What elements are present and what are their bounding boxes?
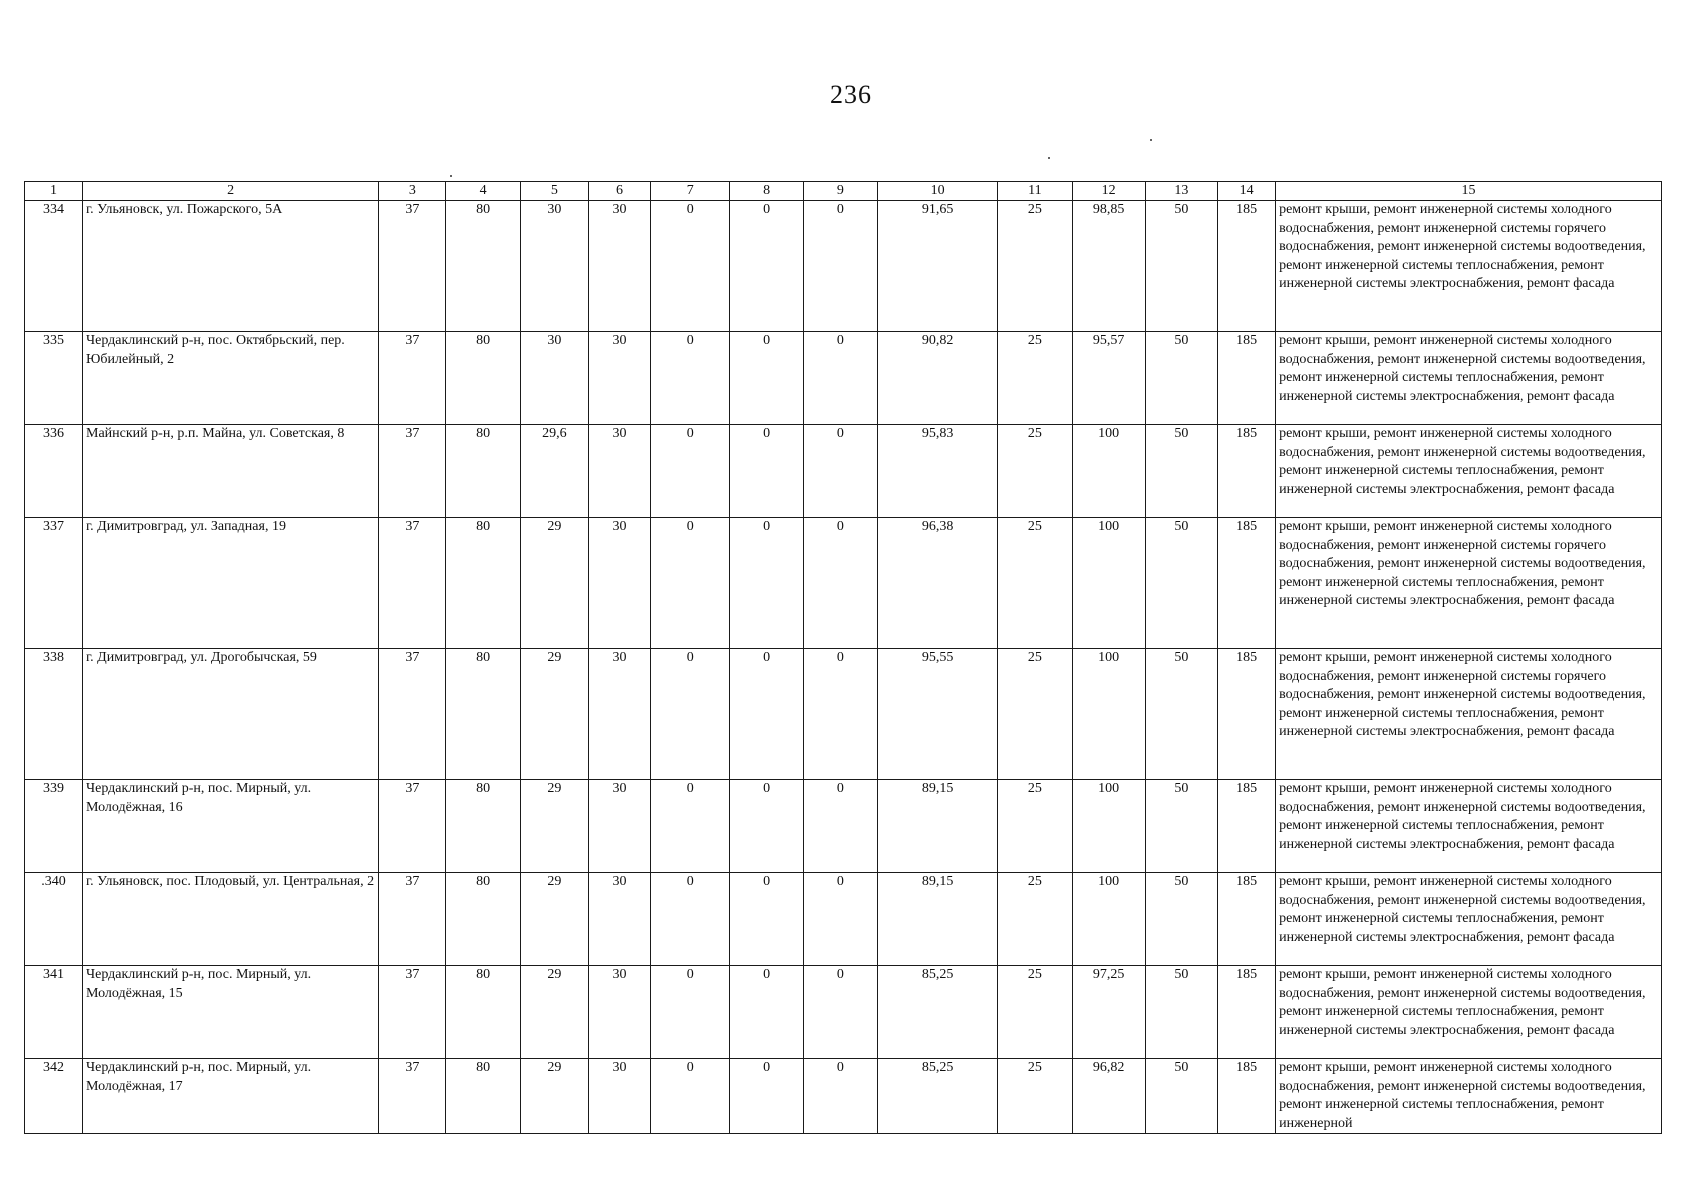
value-cell-11: 25 <box>998 966 1072 1059</box>
value-cell-4: 80 <box>446 518 520 649</box>
row-number-cell: 339 <box>25 780 83 873</box>
column-header: 10 <box>878 182 998 201</box>
value-cell-12: 100 <box>1072 425 1145 518</box>
value-cell-7: 0 <box>651 1059 730 1134</box>
table-row <box>25 332 1662 425</box>
value-cell-13: 50 <box>1145 966 1217 1059</box>
row-number-cell: 336 <box>25 425 83 518</box>
value-cell-3: 37 <box>379 780 446 873</box>
works-list-cell: ремонт крыши, ремонт инженерной системы холодного водоснабжения, ремонт инженерной системы водоотведения, ремонт инженерной системы теплоснабжения, ремонт инженерной системы электроснабжения, ремонт фасада <box>1276 332 1662 425</box>
table-header <box>25 182 1662 201</box>
value-cell-3: 37 <box>379 425 446 518</box>
value-cell-6: 30 <box>588 201 650 332</box>
value-cell-12: 97,25 <box>1072 966 1145 1059</box>
value-cell-14: 185 <box>1218 780 1276 873</box>
value-cell-6: 30 <box>588 1059 650 1134</box>
column-header: 3 <box>379 182 446 201</box>
value-cell-3: 37 <box>379 1059 446 1134</box>
value-cell-8: 0 <box>730 1059 803 1134</box>
value-cell-7: 0 <box>651 649 730 780</box>
value-cell-8: 0 <box>730 201 803 332</box>
row-number-cell: 341 <box>25 966 83 1059</box>
value-cell-5: 29 <box>520 966 588 1059</box>
value-cell-13: 50 <box>1145 201 1217 332</box>
value-cell-12: 100 <box>1072 780 1145 873</box>
value-cell-12: 98,85 <box>1072 201 1145 332</box>
value-cell-3: 37 <box>379 518 446 649</box>
value-cell-9: 0 <box>803 780 877 873</box>
value-cell-4: 80 <box>446 1059 520 1134</box>
column-header: 2 <box>83 182 379 201</box>
column-header: 14 <box>1218 182 1276 201</box>
address-cell: Чердаклинский р-н, пос. Мирный, ул. Молодёжная, 16 <box>83 780 379 873</box>
row-number-cell: 338 <box>25 649 83 780</box>
works-list-cell: ремонт крыши, ремонт инженерной системы холодного водоснабжения, ремонт инженерной системы горячего водоснабжения, ремонт инженерной системы водоотведения, ремонт инженерной системы теплоснабжения, ремонт инженерной системы электроснабжения, ремонт фасада <box>1276 201 1662 332</box>
column-header: 6 <box>588 182 650 201</box>
works-list-cell: ремонт крыши, ремонт инженерной системы холодного водоснабжения, ремонт инженерной системы водоотведения, ремонт инженерной системы теплоснабжения, ремонт инженерной системы электроснабжения, ремонт фасада <box>1276 873 1662 966</box>
value-cell-11: 25 <box>998 518 1072 649</box>
value-cell-13: 50 <box>1145 332 1217 425</box>
value-cell-4: 80 <box>446 873 520 966</box>
table-row <box>25 1059 1662 1134</box>
value-cell-13: 50 <box>1145 649 1217 780</box>
value-cell-4: 80 <box>446 966 520 1059</box>
address-cell: г. Димитровград, ул. Дрогобычская, 59 <box>83 649 379 780</box>
value-cell-6: 30 <box>588 873 650 966</box>
value-cell-12: 100 <box>1072 518 1145 649</box>
works-list-cell: ремонт крыши, ремонт инженерной системы холодного водоснабжения, ремонт инженерной системы водоотведения, ремонт инженерной системы теплоснабжения, ремонт инженерной системы электроснабжения, ремонт фасада <box>1276 780 1662 873</box>
value-cell-6: 30 <box>588 649 650 780</box>
value-cell-11: 25 <box>998 332 1072 425</box>
table-row <box>25 966 1662 1059</box>
value-cell-7: 0 <box>651 201 730 332</box>
value-cell-14: 185 <box>1218 332 1276 425</box>
value-cell-12: 100 <box>1072 649 1145 780</box>
value-cell-10: 91,65 <box>878 201 998 332</box>
page-number: 236 <box>830 80 872 109</box>
value-cell-12: 96,82 <box>1072 1059 1145 1134</box>
scan-speck <box>1048 157 1050 159</box>
value-cell-10: 95,55 <box>878 649 998 780</box>
value-cell-5: 30 <box>520 201 588 332</box>
value-cell-8: 0 <box>730 332 803 425</box>
value-cell-12: 95,57 <box>1072 332 1145 425</box>
column-header: 11 <box>998 182 1072 201</box>
value-cell-5: 30 <box>520 332 588 425</box>
value-cell-8: 0 <box>730 425 803 518</box>
value-cell-10: 90,82 <box>878 332 998 425</box>
column-header: 9 <box>803 182 877 201</box>
works-list-cell: ремонт крыши, ремонт инженерной системы холодного водоснабжения, ремонт инженерной системы горячего водоснабжения, ремонт инженерной системы водоотведения, ремонт инженерной системы теплоснабжения, ремонт инженерной системы электроснабжения, ремонт фасада <box>1276 518 1662 649</box>
row-number-cell: 334 <box>25 201 83 332</box>
value-cell-7: 0 <box>651 966 730 1059</box>
address-cell: г. Ульяновск, пос. Плодовый, ул. Центральная, 2 <box>83 873 379 966</box>
table-row <box>25 780 1662 873</box>
table-row <box>25 518 1662 649</box>
header-row <box>25 182 1662 201</box>
value-cell-5: 29 <box>520 649 588 780</box>
value-cell-11: 25 <box>998 1059 1072 1134</box>
value-cell-14: 185 <box>1218 1059 1276 1134</box>
value-cell-12: 100 <box>1072 873 1145 966</box>
value-cell-3: 37 <box>379 873 446 966</box>
value-cell-14: 185 <box>1218 518 1276 649</box>
value-cell-9: 0 <box>803 873 877 966</box>
value-cell-10: 89,15 <box>878 873 998 966</box>
works-list-cell: ремонт крыши, ремонт инженерной системы холодного водоснабжения, ремонт инженерной системы водоотведения, ремонт инженерной системы теплоснабжения, ремонт инженерной <box>1276 1059 1662 1134</box>
value-cell-4: 80 <box>446 201 520 332</box>
value-cell-3: 37 <box>379 332 446 425</box>
column-header: 12 <box>1072 182 1145 201</box>
value-cell-9: 0 <box>803 425 877 518</box>
works-list-cell: ремонт крыши, ремонт инженерной системы холодного водоснабжения, ремонт инженерной системы горячего водоснабжения, ремонт инженерной системы водоотведения, ремонт инженерной системы теплоснабжения, ремонт инженерной системы электроснабжения, ремонт фасада <box>1276 649 1662 780</box>
row-number-cell: .340 <box>25 873 83 966</box>
value-cell-6: 30 <box>588 780 650 873</box>
value-cell-14: 185 <box>1218 425 1276 518</box>
value-cell-9: 0 <box>803 518 877 649</box>
scan-speck <box>1150 139 1152 141</box>
value-cell-14: 185 <box>1218 201 1276 332</box>
value-cell-13: 50 <box>1145 1059 1217 1134</box>
table-row <box>25 649 1662 780</box>
value-cell-11: 25 <box>998 780 1072 873</box>
value-cell-14: 185 <box>1218 966 1276 1059</box>
registry-table <box>24 181 1662 1134</box>
value-cell-7: 0 <box>651 780 730 873</box>
value-cell-5: 29 <box>520 1059 588 1134</box>
value-cell-7: 0 <box>651 518 730 649</box>
value-cell-7: 0 <box>651 332 730 425</box>
value-cell-5: 29 <box>520 780 588 873</box>
value-cell-13: 50 <box>1145 425 1217 518</box>
value-cell-14: 185 <box>1218 873 1276 966</box>
value-cell-4: 80 <box>446 425 520 518</box>
value-cell-11: 25 <box>998 425 1072 518</box>
value-cell-9: 0 <box>803 966 877 1059</box>
value-cell-5: 29,6 <box>520 425 588 518</box>
address-cell: Чердаклинский р-н, пос. Октябрьский, пер. Юбилейный, 2 <box>83 332 379 425</box>
value-cell-11: 25 <box>998 201 1072 332</box>
value-cell-13: 50 <box>1145 780 1217 873</box>
column-header: 5 <box>520 182 588 201</box>
address-cell: Чердаклинский р-н, пос. Мирный, ул. Молодёжная, 17 <box>83 1059 379 1134</box>
value-cell-10: 96,38 <box>878 518 998 649</box>
value-cell-9: 0 <box>803 201 877 332</box>
value-cell-5: 29 <box>520 518 588 649</box>
value-cell-9: 0 <box>803 649 877 780</box>
value-cell-10: 95,83 <box>878 425 998 518</box>
works-list-cell: ремонт крыши, ремонт инженерной системы холодного водоснабжения, ремонт инженерной системы водоотведения, ремонт инженерной системы теплоснабжения, ремонт инженерной системы электроснабжения, ремонт фасада <box>1276 966 1662 1059</box>
works-list-cell: ремонт крыши, ремонт инженерной системы холодного водоснабжения, ремонт инженерной системы водоотведения, ремонт инженерной системы теплоснабжения, ремонт инженерной системы электроснабжения, ремонт фасада <box>1276 425 1662 518</box>
column-header: 4 <box>446 182 520 201</box>
table-row <box>25 425 1662 518</box>
value-cell-8: 0 <box>730 873 803 966</box>
value-cell-4: 80 <box>446 780 520 873</box>
table-body <box>25 201 1662 1134</box>
address-cell: г. Ульяновск, ул. Пожарского, 5А <box>83 201 379 332</box>
value-cell-3: 37 <box>379 201 446 332</box>
value-cell-8: 0 <box>730 780 803 873</box>
value-cell-7: 0 <box>651 873 730 966</box>
value-cell-11: 25 <box>998 649 1072 780</box>
table-row <box>25 873 1662 966</box>
value-cell-4: 80 <box>446 332 520 425</box>
scan-speck <box>450 175 452 177</box>
table-row <box>25 201 1662 332</box>
column-header: 15 <box>1276 182 1662 201</box>
value-cell-3: 37 <box>379 966 446 1059</box>
column-header: 7 <box>651 182 730 201</box>
value-cell-13: 50 <box>1145 873 1217 966</box>
row-number-cell: 335 <box>25 332 83 425</box>
value-cell-9: 0 <box>803 1059 877 1134</box>
column-header: 13 <box>1145 182 1217 201</box>
value-cell-5: 29 <box>520 873 588 966</box>
column-header: 1 <box>25 182 83 201</box>
value-cell-8: 0 <box>730 649 803 780</box>
address-cell: Чердаклинский р-н, пос. Мирный, ул. Молодёжная, 15 <box>83 966 379 1059</box>
value-cell-8: 0 <box>730 518 803 649</box>
value-cell-4: 80 <box>446 649 520 780</box>
value-cell-8: 0 <box>730 966 803 1059</box>
value-cell-6: 30 <box>588 332 650 425</box>
value-cell-13: 50 <box>1145 518 1217 649</box>
value-cell-11: 25 <box>998 873 1072 966</box>
value-cell-6: 30 <box>588 966 650 1059</box>
value-cell-10: 85,25 <box>878 1059 998 1134</box>
row-number-cell: 337 <box>25 518 83 649</box>
value-cell-3: 37 <box>379 649 446 780</box>
value-cell-9: 0 <box>803 332 877 425</box>
value-cell-14: 185 <box>1218 649 1276 780</box>
value-cell-10: 89,15 <box>878 780 998 873</box>
value-cell-10: 85,25 <box>878 966 998 1059</box>
value-cell-7: 0 <box>651 425 730 518</box>
address-cell: г. Димитровград, ул. Западная, 19 <box>83 518 379 649</box>
row-number-cell: 342 <box>25 1059 83 1134</box>
column-header: 8 <box>730 182 803 201</box>
value-cell-6: 30 <box>588 425 650 518</box>
address-cell: Майнский р-н, р.п. Майна, ул. Советская, 8 <box>83 425 379 518</box>
value-cell-6: 30 <box>588 518 650 649</box>
